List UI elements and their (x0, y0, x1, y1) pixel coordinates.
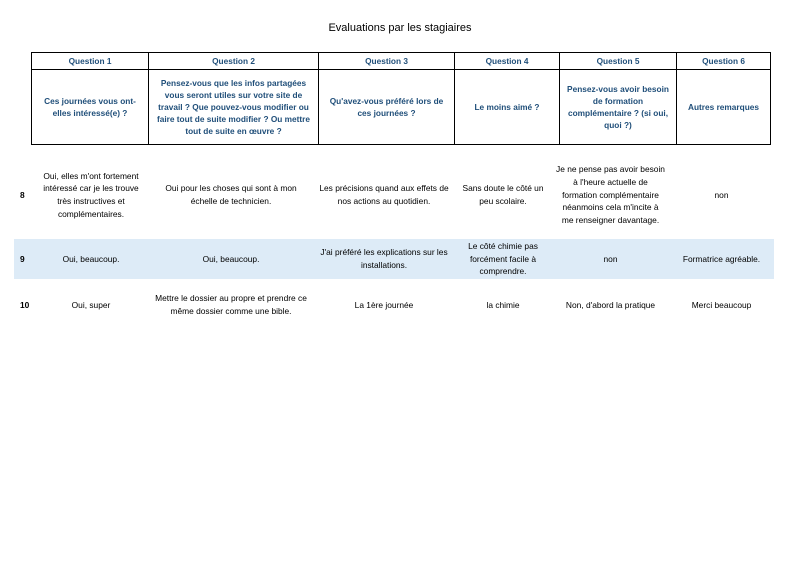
question-2-label: Question 2 (149, 53, 319, 70)
row-number: 9 (20, 253, 25, 264)
question-6-label: Question 6 (677, 53, 771, 70)
answer-q2: Mettre le dossier au propre et prendre ce même dossier comme une bible. (155, 293, 307, 316)
answer-q4: la chimie (486, 299, 520, 310)
questions-header-table (31, 52, 771, 145)
answer-q1: Oui, elles m'ont fortement intéressé car je les trouve très instructives et complémentaires. (43, 170, 139, 219)
question-1-label: Question 1 (32, 53, 149, 70)
answer-q3: La 1ère journée (354, 299, 414, 310)
answer-q5: Je ne pense pas avoir besoin à l'heure actuelle de formation complémentaire néanmoins cela m'incite à me renseigner davantage. (556, 164, 665, 225)
answer-q3: Les précisions quand aux effets de nos actions au quotidien. (319, 183, 449, 206)
answer-q6: Merci beaucoup (691, 299, 752, 310)
answer-q4: Sans doute le côté un peu scolaire. (462, 183, 544, 206)
answer-q2: Oui, beaucoup. (202, 253, 260, 264)
answer-q5: Non, d'abord la pratique (565, 299, 656, 310)
question-5-text: Pensez-vous avoir besoin de formation complémentaire ? (si oui, quoi ?) (560, 70, 677, 145)
answer-q1: Oui, super (71, 299, 111, 310)
row-number: 8 (20, 189, 25, 200)
question-3-label: Question 3 (319, 53, 455, 70)
question-6-text: Autres remarques (677, 70, 771, 145)
answer-row (14, 152, 774, 238)
answer-q3: J'ai préféré les explications sur les installations. (320, 247, 448, 270)
question-4-text: Le moins aimé ? (455, 70, 560, 145)
page-title: Evaluations par les stagiaires (328, 22, 472, 34)
question-1-text: Ces journées vous ont-elles intéressé(e) ? (32, 70, 149, 145)
row-number: 10 (20, 299, 30, 310)
question-2-text: Pensez-vous que les infos partagées vous seront utiles sur votre site de travail ? Que pouvez-vous modifier ou faire tout de suite modifier ? Ou mettre tout de suite en œuvre ? (149, 70, 319, 145)
answer-q6: non (714, 189, 729, 200)
answer-q5: non (603, 253, 618, 264)
question-5-label: Question 5 (560, 53, 677, 70)
answer-q2: Oui pour les choses qui sont à mon échelle de technicien. (165, 183, 297, 206)
question-4-label: Question 4 (455, 53, 560, 70)
answers-list (14, 152, 774, 325)
answer-q6: Formatrice agréable. (682, 253, 761, 264)
answer-q4: Le côté chimie pas forcément facile à comprendre. (468, 241, 538, 277)
answer-row (14, 239, 774, 279)
answer-q1: Oui, beaucoup. (62, 253, 120, 264)
answer-row (14, 285, 774, 325)
question-3-text: Qu'avez-vous préféré lors de ces journées ? (319, 70, 455, 145)
